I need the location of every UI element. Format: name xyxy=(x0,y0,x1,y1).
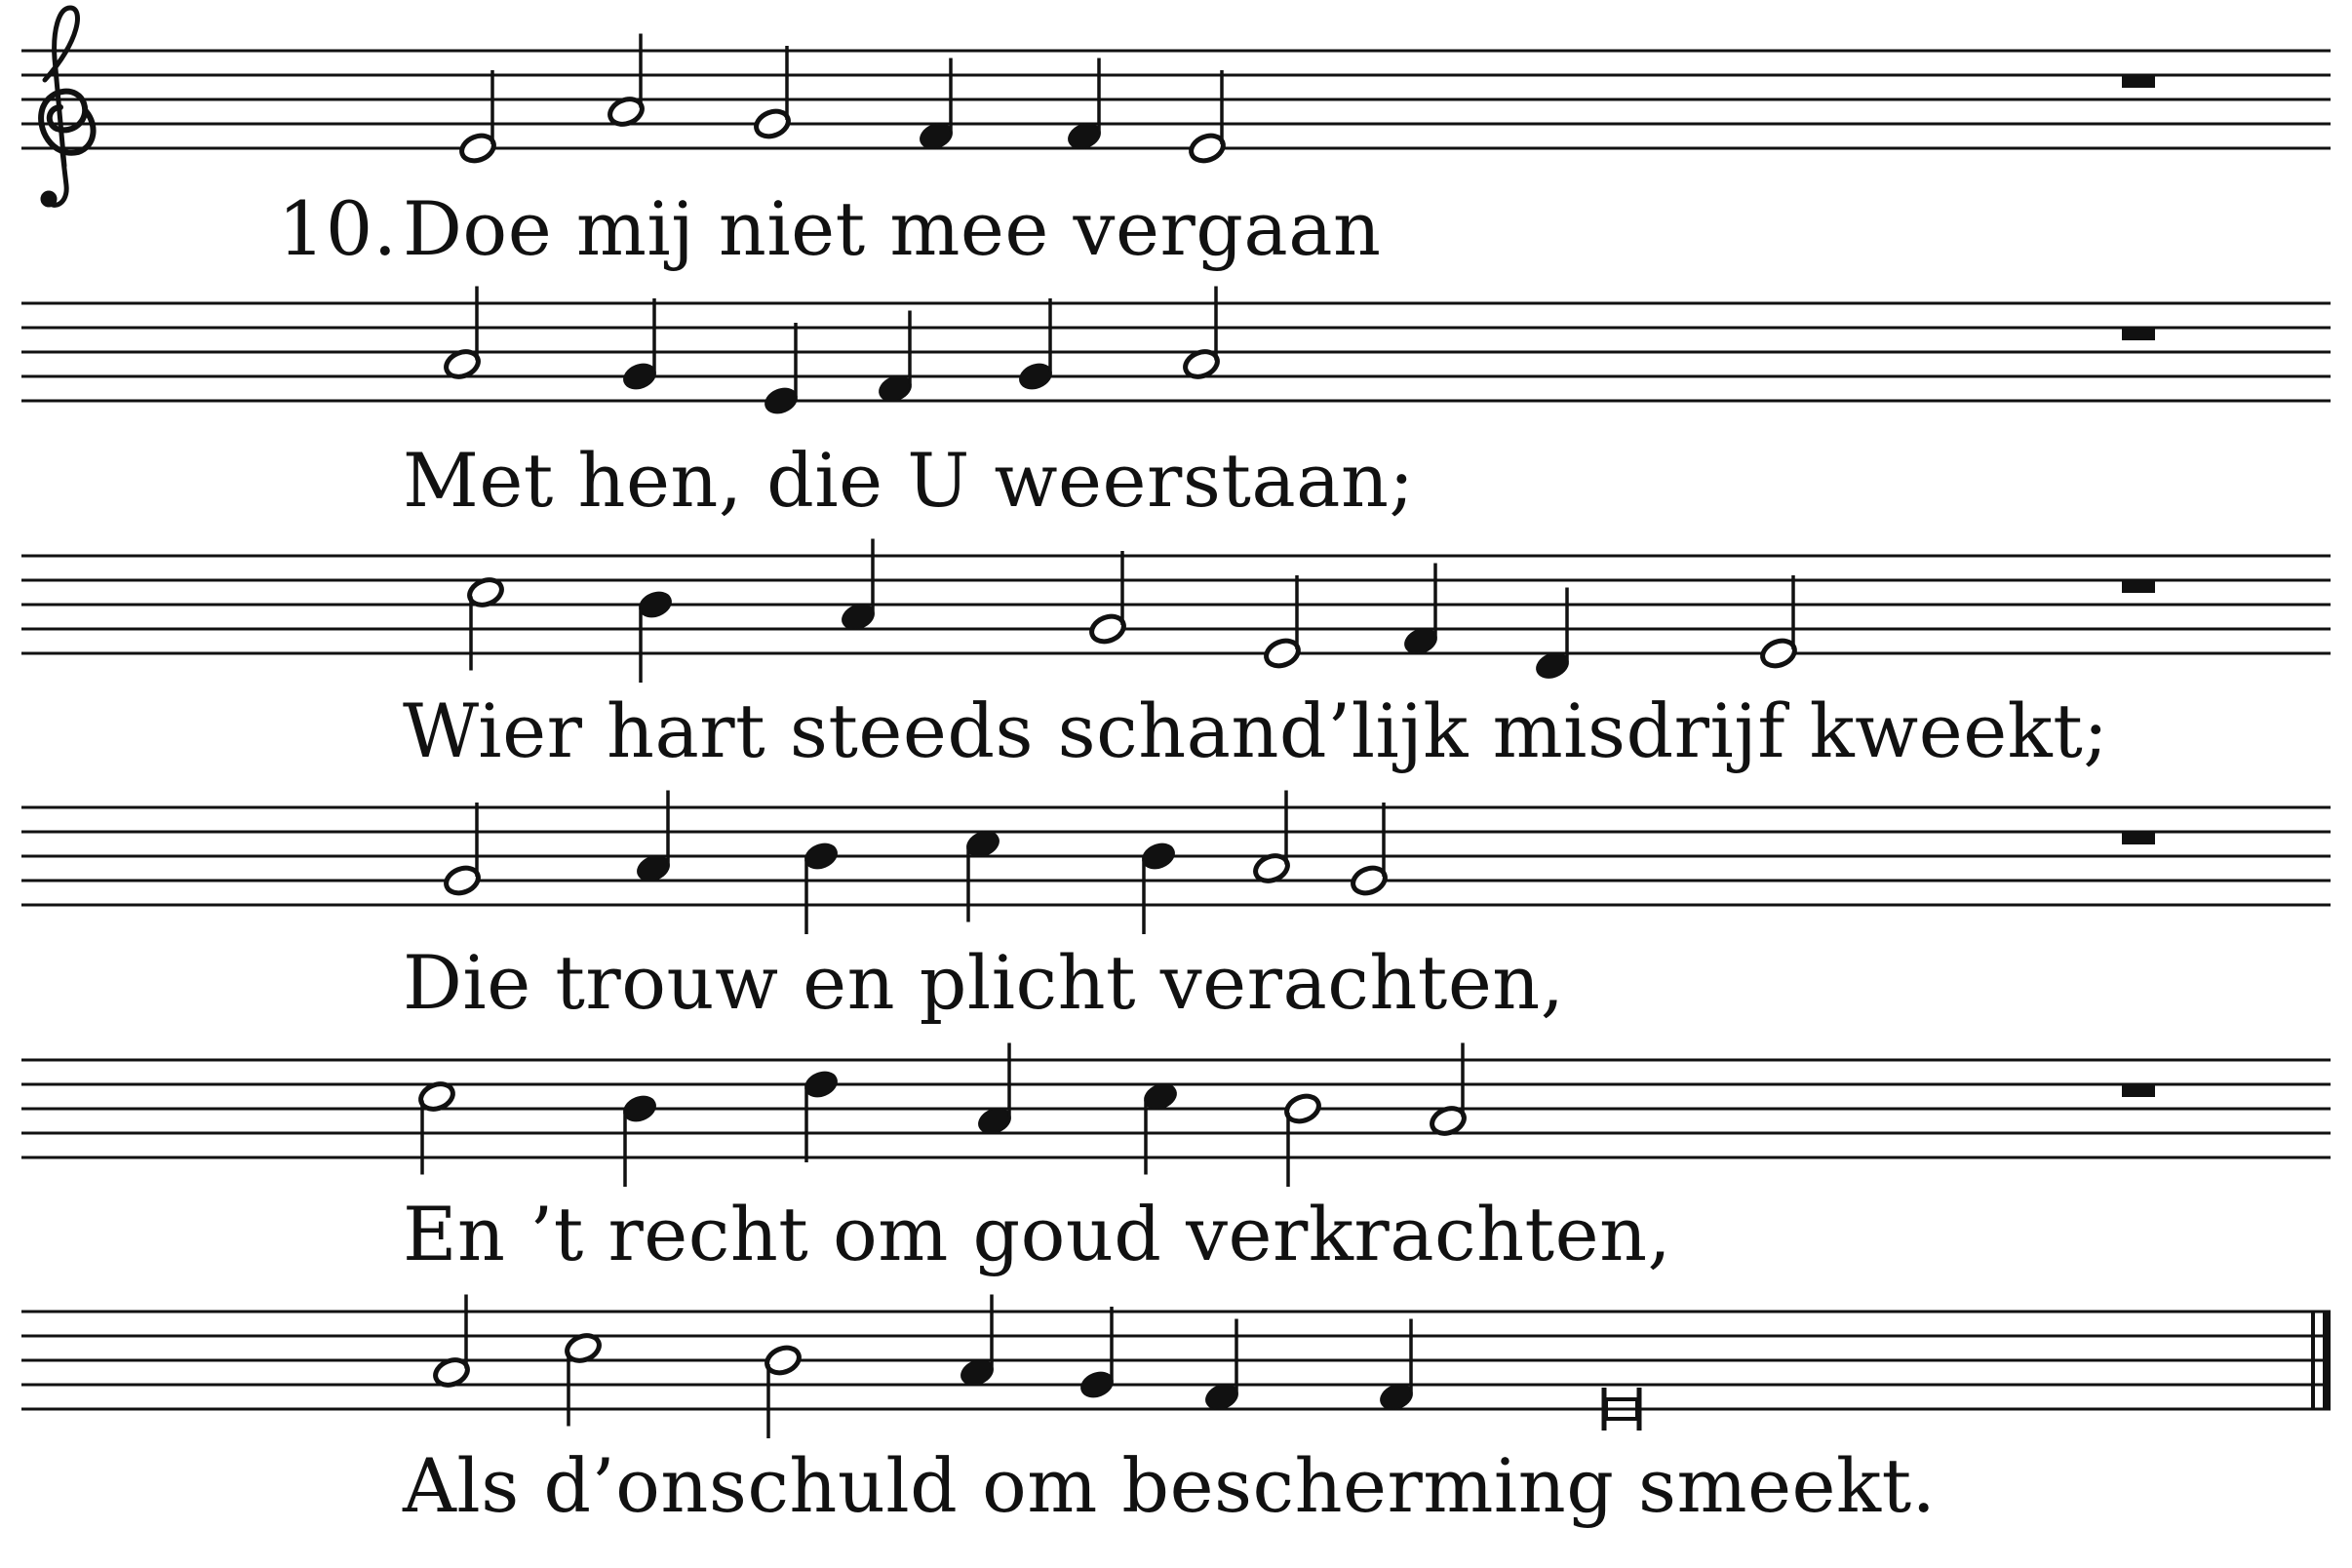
lyric-line-5: En ’t recht om goud verkrachten, xyxy=(403,1191,1672,1277)
treble-clef-icon xyxy=(41,8,94,207)
lyric-line-6: Als d’onschuld om bescherming smeekt. xyxy=(403,1442,1937,1529)
verse-number: 10. xyxy=(278,185,398,272)
lyric-line-1: Doe mij niet mee vergaan xyxy=(403,185,1382,272)
half-rest xyxy=(2122,328,2155,340)
half-rest xyxy=(2122,580,2155,593)
half-rest xyxy=(2122,832,2155,844)
lyric-line-2: Met hen, die U weerstaan; xyxy=(403,437,1415,524)
lyric-line-3: Wier hart steeds schand’lijk misdrijf kweekt; xyxy=(403,687,2109,774)
lyric-line-4: Die trouw en plicht verachten, xyxy=(403,939,1565,1026)
half-rest xyxy=(2122,1084,2155,1097)
half-rest xyxy=(2122,75,2155,88)
